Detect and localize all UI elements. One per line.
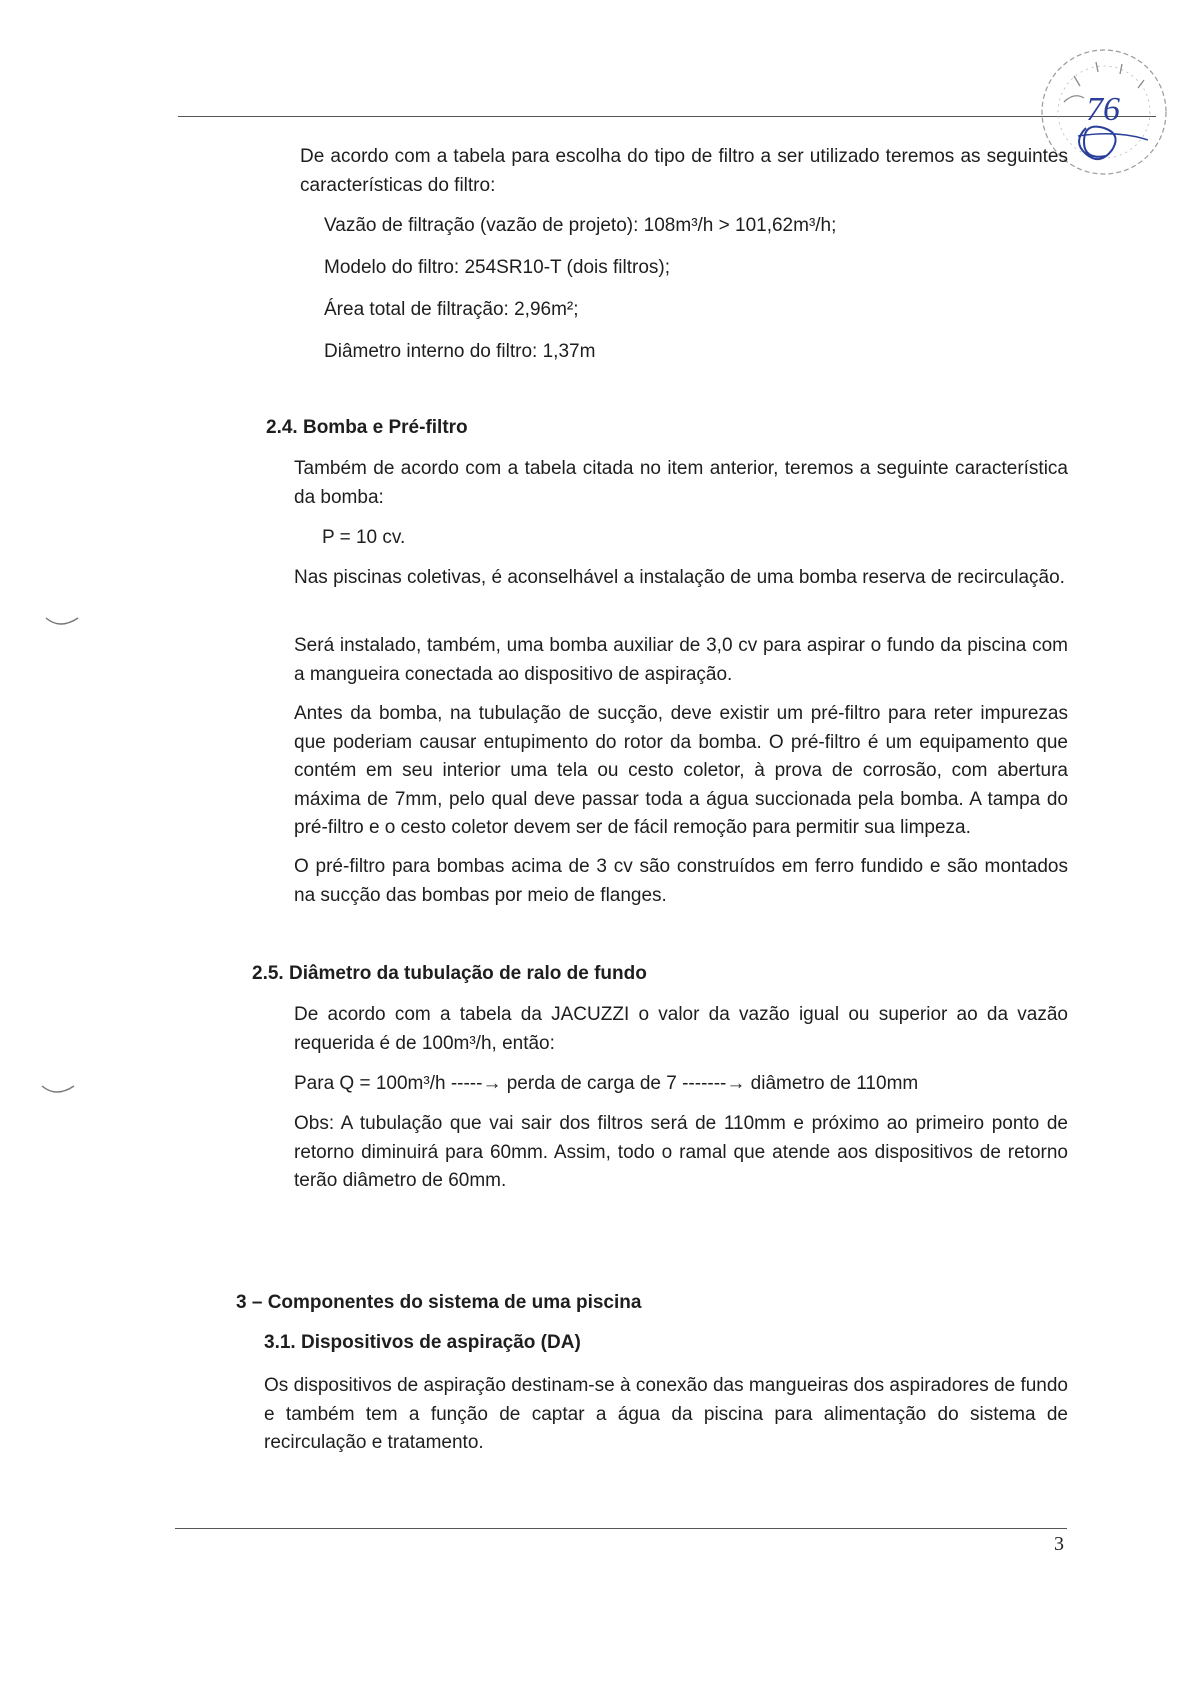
- stamp-handwritten-number: 76: [1086, 91, 1120, 128]
- jacuzzi-table-paragraph: De acordo com a tabela da JACUZZI o valor da vazão igual ou superior ao da vazão requerida é de 100m³/h, então:: [294, 1004, 1068, 1054]
- tubing-observation-paragraph: Obs: A tubulação que vai sair dos filtros será de 110mm e próximo ao primeiro ponto de retorno diminuirá para 60mm. Assim, todo o ramal que atende aos dispositivos de retorno terão diâmetro de 60mm.: [294, 1113, 1068, 1191]
- flow-formula-line: Para Q = 100m³/h -----→ perda de carga de 7 -------→ diâmetro de 110mm: [294, 1073, 919, 1094]
- section-heading-2-5: 2.5. Diâmetro da tubulação de ralo de fundo: [252, 963, 647, 984]
- filter-spec-model: Modelo do filtro: 254SR10-T (dois filtros);: [324, 257, 671, 278]
- footer-rule: [175, 1528, 1067, 1529]
- section-heading-3: 3 – Componentes do sistema de uma piscina: [236, 1292, 642, 1313]
- pump-characteristic-paragraph: Também de acordo com a tabela citada no item anterior, teremos a seguinte característica da bomba:: [294, 458, 1068, 508]
- filter-intro-paragraph: De acordo com a tabela para escolha do tipo de filtro a ser utilizado teremos as seguintes características do filtro:: [300, 146, 1068, 196]
- page-number: 3: [1054, 1533, 1064, 1555]
- scan-mark: [42, 612, 82, 632]
- aspiration-devices-paragraph: Os dispositivos de aspiração destinam-se à conexão das mangueiras dos aspiradores de fundo e também tem a função de captar a água da piscina para alimentação do sistema de recirculação e tratamento.: [264, 1375, 1068, 1453]
- section-heading-3-1: 3.1. Dispositivos de aspiração (DA): [264, 1332, 581, 1353]
- header-rule: [178, 116, 1156, 117]
- reserve-pump-paragraph: Nas piscinas coletivas, é aconselhável a instalação de uma bomba reserva de recirculação.: [294, 567, 1065, 588]
- filter-spec-diameter: Diâmetro interno do filtro: 1,37m: [324, 341, 596, 362]
- filter-spec-area: Área total de filtração: 2,96m²;: [324, 299, 579, 320]
- prefilter-material-paragraph: O pré-filtro para bombas acima de 3 cv são construídos em ferro fundido e são montados na sucção das bombas por meio de flanges.: [294, 856, 1068, 906]
- prefilter-paragraph: Antes da bomba, na tubulação de sucção, deve existir um pré-filtro para reter impurezas que poderiam causar entupimento do rotor da bomba. O pré-filtro é um equipamento que contém em seu interior uma tela ou cesto coletor, à prova de corrosão, com abertura máxima de 7mm, pelo qual deve passar toda a água succionada pela bomba. A tampa do pré-filtro e o cesto coletor devem ser de fácil remoção para permitir sua limpeza.: [294, 703, 1068, 838]
- filter-spec-flow: Vazão de filtração (vazão de projeto): 108m³/h > 101,62m³/h;: [324, 215, 837, 236]
- auxiliary-pump-paragraph: Será instalado, também, uma bomba auxiliar de 3,0 cv para aspirar o fundo da piscina com a mangueira conectada ao dispositivo de aspiração.: [294, 635, 1068, 685]
- section-heading-2-4: 2.4. Bomba e Pré-filtro: [266, 417, 468, 438]
- pump-power-value: P = 10 cv.: [322, 527, 406, 548]
- scan-mark: [38, 1080, 78, 1100]
